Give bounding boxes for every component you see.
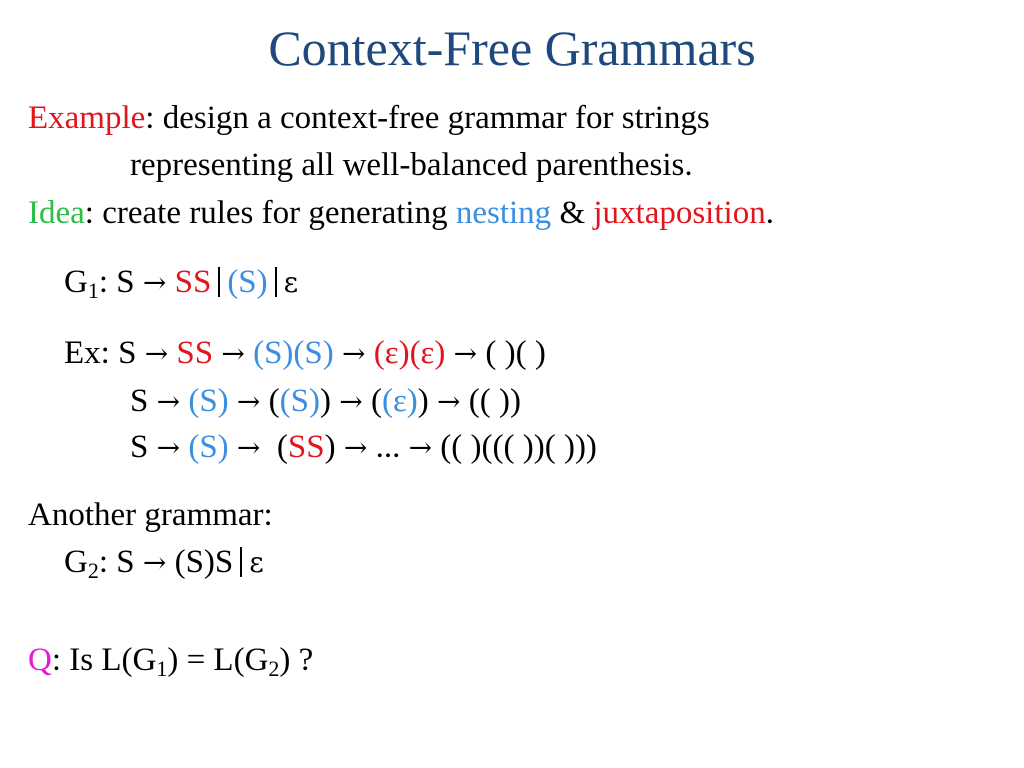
ex-line-3 (130, 427, 597, 468)
arrow-icon: → (144, 337, 169, 370)
example-text-1: : design a context-free grammar for strings (145, 100, 710, 136)
g1-ss: SS (174, 264, 212, 300)
arrow-icon: → (236, 385, 261, 418)
idea-text: : create rules for generating (84, 195, 456, 231)
another-grammar-line (28, 495, 273, 535)
ex3-p2-mid: SS (287, 429, 325, 465)
g1-subscript: 1 (87, 278, 99, 303)
idea-line (28, 193, 774, 233)
ex3-start: S (130, 429, 157, 465)
g2-rhs: (S)S (174, 544, 234, 580)
alternation-bar (240, 547, 242, 577)
g1-epsilon: ε (283, 266, 299, 299)
ex2-p3-close: ) (417, 383, 429, 419)
example-label: Example (28, 100, 146, 136)
arrow-icon: → (437, 385, 461, 418)
another-grammar-text: Another grammar: (28, 497, 273, 533)
arrow-icon: → (142, 546, 167, 579)
ex1-eps: (ε)(ε) (373, 335, 446, 371)
ex3-end: (( )((( ))( ))) (440, 429, 597, 465)
question-sub-2: 2 (268, 656, 280, 681)
ex2-start: S (130, 383, 157, 419)
idea-period: . (765, 195, 774, 231)
slide-title: Context-Free Grammars (268, 20, 756, 76)
arrow-icon: → (342, 337, 366, 370)
ex-line-2 (130, 381, 521, 422)
arrow-icon: → (142, 266, 167, 299)
arrow-icon: → (221, 337, 245, 370)
question-text-b: ) = L(G (167, 642, 269, 678)
g2-subscript: 2 (87, 558, 99, 583)
ex2-p3-open: ( (370, 383, 382, 419)
arrow-icon: → (339, 385, 363, 418)
idea-label: Idea (28, 195, 85, 231)
g2-rule (64, 542, 264, 583)
question-label: Q (28, 642, 52, 678)
ex2-end: (( )) (468, 383, 521, 419)
g1-name: G (64, 264, 88, 300)
idea-amp: & (551, 195, 594, 231)
arrow-icon: → (453, 337, 478, 370)
ex3-p2-close: ) (324, 429, 336, 465)
alternation-bar (218, 267, 220, 297)
g2-rule-text: : S (98, 544, 143, 580)
ex-line-1 (64, 333, 546, 374)
ex2-p1: (S) (188, 383, 229, 419)
ex3-p2-open: ( (276, 429, 288, 465)
g1-colon: : S (98, 264, 143, 300)
ex1-end: ( )( ) (485, 335, 546, 371)
ex3-p1: (S) (188, 429, 229, 465)
ex1-ss: SS (176, 335, 214, 371)
ex2-p2-close: ) (319, 383, 331, 419)
arrow-icon: → (236, 431, 261, 464)
ex2-p2-open: ( (268, 383, 280, 419)
question-text-c: ) ? (279, 642, 314, 678)
g1-rule (64, 262, 298, 303)
ex2-p2-mid: (S) (279, 383, 320, 419)
ex-label: Ex: S (64, 335, 145, 371)
ex2-p3-mid: (ε) (381, 383, 418, 419)
question-line (28, 640, 313, 680)
idea-nesting: nesting (455, 195, 552, 231)
g1-paren-s: (S) (227, 264, 268, 300)
g2-name: G (64, 544, 88, 580)
g2-epsilon: ε (249, 546, 264, 579)
arrow-icon: → (408, 431, 433, 464)
ex1-sxs: (S)(S) (253, 335, 334, 371)
example-line-1 (28, 98, 710, 138)
alternation-bar (275, 267, 277, 297)
arrow-icon: → (156, 431, 181, 464)
example-text-2: representing all well-balanced parenthesis. (130, 147, 693, 183)
question-text-a: : Is L(G (51, 642, 157, 678)
arrow-icon: → (343, 431, 368, 464)
ex3-dots: ... (375, 429, 401, 465)
example-line-2 (130, 145, 693, 185)
idea-juxtaposition: juxtaposition (593, 195, 766, 231)
question-sub-1: 1 (156, 656, 168, 681)
arrow-icon: → (156, 385, 181, 418)
